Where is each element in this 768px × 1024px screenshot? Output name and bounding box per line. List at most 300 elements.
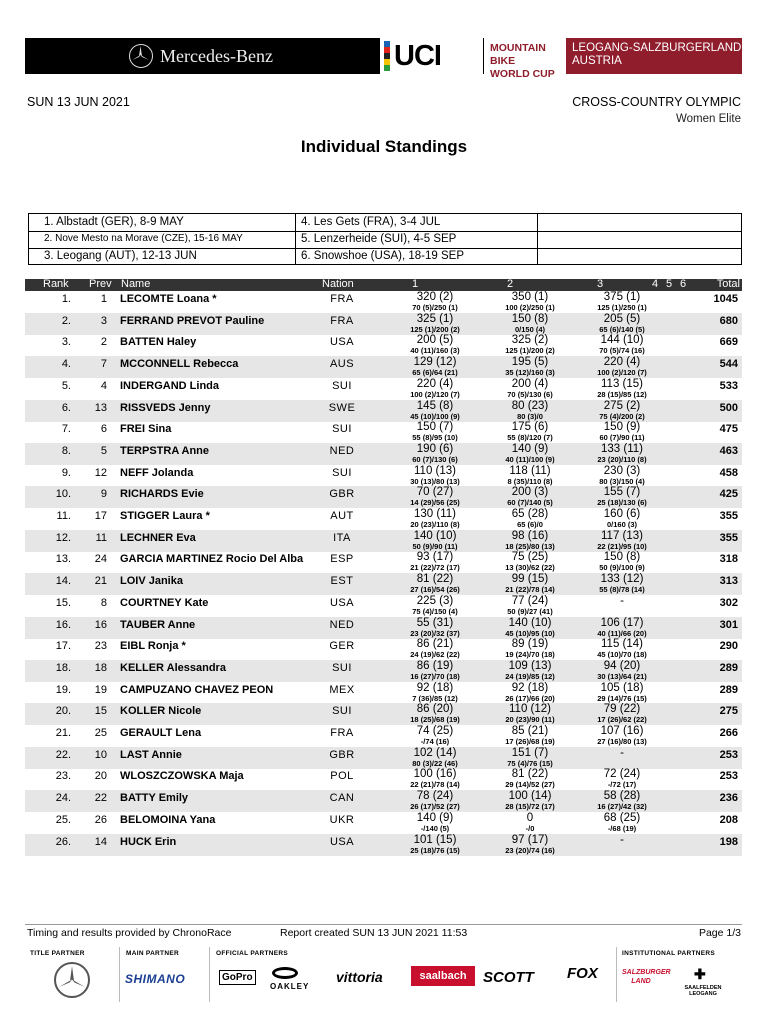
round-2-points: 0: [526, 811, 534, 824]
nation-cell: UKR: [329, 813, 355, 826]
rank-cell: 22.: [55, 748, 71, 761]
round-1-detail: 60 (7)/130 (6): [412, 454, 458, 464]
total-points-cell: 463: [719, 444, 738, 457]
total-points-cell: 425: [719, 488, 738, 501]
round-1-detail: 26 (17)/52 (27): [410, 802, 460, 812]
nation-cell: ITA: [333, 531, 351, 544]
round-3-points: 105 (18): [600, 681, 644, 694]
prev-rank-cell: 13: [94, 401, 107, 414]
round-2-detail: 80 (3)/0: [517, 411, 543, 421]
col-round-1: 1: [412, 278, 419, 290]
round-1-points: 145 (8): [416, 399, 454, 412]
standings-header: [25, 279, 742, 291]
round-1-detail: 16 (27)/70 (18): [410, 671, 460, 681]
round-1-points: 150 (7): [416, 421, 454, 434]
round-2-detail: 21 (22)/78 (14): [505, 585, 555, 595]
table-row: [25, 595, 742, 617]
round-2-points: 100 (14): [508, 790, 552, 803]
round-2-points: 99 (15): [511, 573, 549, 586]
table-row: [25, 682, 742, 704]
round-1-points: 200 (5): [416, 334, 454, 347]
round-3-points: 150 (8): [603, 551, 641, 564]
round-3-detail: 75 (4)/200 (2): [599, 411, 645, 421]
table-row: [25, 421, 742, 443]
total-points-cell: 355: [719, 531, 738, 544]
total-points-cell: 1045: [713, 293, 738, 305]
shimano-logo: SHIMANO: [125, 972, 186, 986]
total-points-cell: 313: [719, 575, 738, 588]
round-1-points: 130 (11): [414, 508, 456, 520]
nation-cell: SUI: [332, 423, 352, 436]
saalfelden-emblem-icon: ✚: [694, 966, 706, 982]
prev-rank-cell: 21: [94, 575, 107, 588]
prev-rank-cell: 17: [94, 510, 107, 522]
venue-line-2: AUSTRIA: [572, 55, 622, 67]
table-row: [25, 443, 742, 465]
round-3-detail: 80 (3)/150 (4): [599, 476, 645, 486]
round-2-points: 81 (22): [511, 768, 549, 781]
rider-name-cell: HUCK Erin: [120, 835, 177, 848]
rider-name-cell: LECHNER Eva: [120, 531, 196, 544]
rank-cell: 14.: [55, 575, 71, 588]
round-1-detail: 40 (11)/160 (3): [410, 346, 460, 356]
round-2: 2. Nove Mesto na Morave (CZE), 15-16 MAY: [44, 233, 243, 244]
nation-cell: POL: [330, 770, 354, 783]
mercedes-star-icon: [129, 44, 153, 68]
category: Women Elite: [676, 113, 741, 125]
rider-name-cell: KOLLER Nicole: [120, 705, 202, 718]
oakley-ellipse-icon: [272, 967, 298, 979]
venue-line-1: LEOGANG-SALZBURGERLAND: [572, 42, 742, 54]
round-2-points: 65 (28): [511, 508, 549, 520]
rank-cell: 26.: [55, 835, 71, 848]
vittoria-logo: vittoria: [336, 969, 383, 985]
total-points-cell: 533: [719, 379, 738, 392]
nation-cell: SUI: [332, 661, 352, 674]
fox-logo: FOX: [567, 965, 598, 982]
nation-cell: USA: [329, 596, 355, 609]
col-round-6: 6: [680, 278, 687, 290]
round-3-points: 205 (5): [603, 312, 641, 325]
rank-cell: 19.: [55, 683, 71, 696]
round-3-detail: 16 (27)/42 (32): [597, 802, 647, 812]
rank-cell: 8.: [61, 444, 71, 457]
table-row: [25, 834, 742, 856]
round-1-detail: 24 (19)/62 (22): [410, 650, 460, 660]
nation-cell: FRA: [330, 293, 354, 305]
round-1-points: 190 (6): [416, 442, 454, 455]
total-points-cell: 475: [719, 423, 738, 436]
prev-rank-cell: 11: [95, 531, 107, 544]
round-1-detail: 80 (3)/22 (46): [412, 758, 458, 768]
prev-rank-cell: 4: [100, 379, 107, 392]
mercedes-benz-logo: Mercedes-Benz: [160, 46, 273, 66]
table-row: [25, 660, 742, 682]
table-row: [25, 703, 742, 725]
uci-logo: [380, 38, 483, 74]
round-1-points: 74 (25): [416, 725, 454, 737]
nation-cell: SUI: [332, 466, 352, 479]
round-3-detail: 29 (14)/76 (15): [597, 693, 647, 703]
round-2-points: 77 (24): [511, 594, 549, 607]
nation-cell: GBR: [329, 488, 355, 501]
round-3-points: 58 (28): [603, 790, 641, 803]
col-round-4: 4: [652, 278, 659, 290]
prev-rank-cell: 6: [100, 423, 107, 436]
total-points-cell: 236: [719, 792, 738, 805]
nation-cell: SWE: [328, 401, 356, 414]
round-2-points: 200 (4): [511, 377, 549, 390]
col-rank: Rank: [43, 278, 69, 290]
round-2-points: 325 (2): [511, 334, 549, 347]
round-2-detail: 45 (10)/95 (10): [505, 628, 555, 638]
total-points-cell: 290: [719, 640, 738, 653]
round-3-points: 107 (16): [600, 725, 644, 737]
round-3-detail: 25 (18)/130 (6): [597, 498, 647, 508]
round-3-detail: 22 (21)/95 (10): [597, 541, 647, 551]
round-3-points: 106 (17): [600, 616, 644, 629]
round-3: 3. Leogang (AUT), 12-13 JUN: [44, 250, 197, 262]
rider-name-cell: LECOMTE Loana *: [120, 293, 217, 305]
round-1-points: 220 (4): [416, 377, 454, 390]
salzburger-land-logo: SALZBURGER LAND: [622, 969, 671, 985]
nation-cell: GBR: [329, 748, 355, 761]
nation-cell: FRA: [330, 727, 354, 739]
table-row: [25, 378, 742, 400]
round-1-detail: 14 (29)/56 (25): [410, 498, 460, 508]
rider-name-cell: COURTNEY Kate: [120, 596, 209, 609]
round-2-detail: 55 (8)/120 (7): [507, 433, 553, 443]
round-3-points: 72 (24): [603, 768, 641, 781]
rider-name-cell: FERRAND PREVOT Pauline: [120, 314, 265, 327]
round-2-detail: 50 (9)/27 (41): [507, 606, 553, 616]
rank-cell: 2.: [61, 314, 71, 327]
round-5: 5. Lenzerheide (SUI), 4-5 SEP: [301, 233, 457, 245]
round-2-detail: 75 (4)/76 (15): [507, 758, 553, 768]
round-3-detail: -/68 (19): [607, 823, 637, 833]
round-2-points: 98 (16): [511, 529, 549, 542]
rider-name-cell: GARCIA MARTINEZ Rocio Del Alba: [120, 553, 304, 566]
round-1-points: 140 (9): [416, 811, 454, 824]
prev-rank-cell: 7: [100, 358, 107, 371]
table-row: [25, 486, 742, 508]
main-partner-label: MAIN PARTNER: [126, 950, 179, 957]
round-3-points: -: [620, 594, 624, 607]
round-1-detail: 70 (5)/250 (1): [412, 303, 458, 312]
timing-credit: Timing and results provided by ChronoRace: [27, 927, 232, 939]
rider-name-cell: LOIV Janika: [120, 575, 183, 588]
round-2-points: 150 (8): [511, 312, 549, 325]
col-round-3: 3: [597, 278, 604, 290]
col-total: Total: [716, 278, 740, 290]
total-points-cell: 253: [719, 748, 738, 761]
oakley-logo: OAKLEY: [270, 982, 310, 991]
uci-logo-text: UCI: [394, 40, 441, 72]
nation-cell: EST: [330, 575, 354, 588]
round-1-detail: 7 (36)/85 (12): [412, 693, 458, 703]
round-2-detail: 19 (24)/70 (18): [505, 650, 555, 660]
prev-rank-cell: 16: [94, 618, 107, 631]
saalfelden-leogang-logo: SAALFELDEN LEOGANG: [684, 985, 722, 997]
round-3-points: 68 (25): [603, 811, 641, 824]
rider-name-cell: BATTEN Haley: [120, 336, 197, 349]
page-number: Page 1/3: [698, 927, 741, 939]
round-2-points: 97 (17): [511, 833, 549, 846]
round-3-detail: 50 (9)/100 (9): [599, 563, 645, 573]
col-round-2: 2: [507, 278, 514, 290]
total-points-cell: 302: [719, 596, 738, 609]
rank-cell: 7.: [61, 423, 71, 436]
round-3-points: 144 (10): [600, 334, 644, 347]
round-2-detail: 29 (14)/52 (27): [505, 780, 555, 790]
rank-cell: 9.: [61, 466, 71, 479]
nation-cell: SUI: [332, 705, 352, 718]
round-1-detail: 25 (18)/76 (15): [410, 845, 460, 855]
round-2-detail: 24 (19)/85 (12): [505, 671, 555, 681]
rank-cell: 12.: [55, 531, 71, 544]
rider-name-cell: MCCONNELL Rebecca: [120, 358, 239, 371]
round-2-points: 85 (21): [511, 725, 549, 737]
round-1-detail: 65 (6)/64 (21): [412, 368, 458, 378]
rider-name-cell: KELLER Alessandra: [120, 661, 226, 674]
prev-rank-cell: 8: [100, 596, 107, 609]
nation-cell: NED: [329, 618, 355, 631]
round-3-points: -: [620, 833, 624, 846]
round-3-points: 113 (15): [601, 377, 643, 390]
round-2-detail: -/0: [525, 823, 535, 833]
scott-logo: SCOTT: [483, 969, 534, 986]
rider-name-cell: INDERGAND Linda: [120, 379, 219, 392]
round-3-points: 133 (11): [601, 442, 643, 455]
prev-rank-cell: 25: [94, 727, 107, 739]
table-row: [25, 530, 742, 552]
round-2-points: 140 (10): [508, 616, 552, 629]
round-2-points: 175 (6): [511, 421, 549, 434]
round-3-detail: 30 (13)/64 (21): [597, 671, 647, 681]
rank-cell: 24.: [55, 792, 71, 805]
prev-rank-cell: 1: [100, 293, 107, 305]
series-line-1: MOUNTAIN BIKE: [490, 42, 546, 67]
rank-cell: 21.: [55, 727, 71, 739]
total-points-cell: 544: [719, 358, 738, 371]
round-1-detail: 125 (1)/200 (2): [410, 324, 460, 334]
series-line-2: WORLD CUP: [490, 68, 555, 80]
total-points-cell: 500: [719, 401, 738, 414]
nation-cell: MEX: [329, 683, 355, 696]
table-row: [25, 313, 742, 335]
round-3-points: -: [620, 746, 624, 759]
prev-rank-cell: 15: [94, 705, 107, 718]
round-2-detail: 125 (1)/200 (2): [505, 346, 555, 356]
total-points-cell: 198: [719, 835, 738, 848]
round-1-points: 81 (22): [416, 573, 454, 586]
rider-name-cell: TERPSTRA Anne: [120, 444, 210, 457]
col-nation: Nation: [322, 278, 354, 290]
rider-name-cell: BATTY Emily: [120, 792, 189, 805]
col-round-5: 5: [666, 278, 673, 290]
col-name: Name: [121, 278, 151, 290]
rider-name-cell: WLOSZCZOWSKA Maja: [120, 770, 244, 783]
round-2-detail: 18 (25)/80 (13): [505, 541, 555, 551]
table-row: [25, 400, 742, 422]
total-points-cell: 355: [719, 510, 738, 522]
round-2-detail: 70 (5)/130 (6): [507, 389, 553, 399]
round-1-detail: 27 (16)/54 (26): [410, 585, 460, 595]
table-row: [25, 812, 742, 834]
round-2-detail: 13 (30)/62 (22): [505, 563, 555, 573]
round-3-points: 230 (3): [603, 464, 641, 477]
round-3-detail: 23 (20)/110 (8): [597, 454, 647, 464]
round-3-detail: 65 (6)/140 (5): [599, 324, 645, 334]
round-1-points: 86 (21): [416, 638, 454, 651]
nation-cell: USA: [329, 835, 355, 848]
round-2-detail: 20 (23)/90 (11): [505, 715, 555, 725]
round-2-points: 110 (12): [509, 703, 551, 716]
round-2-points: 200 (3): [511, 486, 549, 499]
table-row: [25, 291, 742, 313]
round-2-points: 89 (19): [511, 638, 549, 651]
round-3-points: 155 (7): [603, 486, 641, 499]
prev-rank-cell: 10: [94, 748, 107, 761]
round-3-points: 94 (20): [603, 659, 641, 672]
rider-name-cell: RICHARDS Evie: [120, 488, 204, 501]
rank-cell: 6.: [61, 401, 71, 414]
round-3-points: 133 (12): [600, 573, 644, 586]
round-1-points: 93 (17): [416, 551, 454, 564]
venue-banner: [566, 38, 742, 74]
nation-cell: FRA: [330, 314, 354, 327]
rank-cell: 10.: [55, 488, 71, 501]
round-1-detail: 23 (20)/32 (37): [410, 628, 460, 638]
round-1-detail: 45 (10)/100 (9): [410, 411, 460, 421]
prev-rank-cell: 3: [100, 314, 107, 327]
nation-cell: USA: [329, 336, 355, 349]
round-1-detail: 100 (2)/120 (7): [410, 389, 460, 399]
round-3-detail: 55 (8)/78 (14): [599, 585, 645, 595]
total-points-cell: 669: [719, 336, 738, 349]
round-2-detail: 23 (20)/74 (16): [505, 845, 555, 855]
total-points-cell: 318: [719, 553, 738, 566]
round-1-points: 55 (31): [416, 616, 454, 629]
round-3-points: 79 (22): [603, 703, 641, 716]
rank-cell: 13.: [55, 553, 71, 566]
total-points-cell: 458: [719, 466, 738, 479]
round-1-detail: 20 (23)/110 (8): [410, 520, 460, 529]
round-3-points: 275 (2): [603, 399, 641, 412]
round-1-detail: 75 (4)/150 (4): [412, 606, 458, 616]
nation-cell: CAN: [329, 792, 355, 805]
round-1-points: 86 (19): [416, 659, 454, 672]
total-points-cell: 275: [719, 705, 738, 718]
prev-rank-cell: 18: [94, 661, 107, 674]
round-1-points: 110 (13): [414, 464, 456, 477]
uci-rainbow-stripes: [384, 41, 390, 71]
gopro-logo: GoPro: [219, 970, 256, 985]
total-points-cell: 301: [719, 618, 738, 631]
rank-cell: 18.: [55, 661, 71, 674]
round-3-points: 160 (6): [603, 508, 641, 520]
nation-cell: AUS: [329, 358, 355, 371]
round-1-points: 70 (27): [416, 486, 454, 499]
rider-name-cell: STIGGER Laura *: [120, 510, 210, 522]
table-row: [25, 465, 742, 487]
round-6: 6. Snowshoe (USA), 18-19 SEP: [301, 250, 464, 262]
rider-name-cell: CAMPUZANO CHAVEZ PEON: [120, 683, 274, 696]
round-3-detail: 60 (7)/90 (11): [599, 433, 645, 443]
round-3-detail: 27 (16)/80 (13): [597, 737, 647, 746]
nation-cell: GER: [329, 640, 355, 653]
round-2-detail: 17 (26)/68 (19): [505, 737, 555, 746]
round-1-points: 320 (2): [416, 291, 454, 303]
round-2-detail: 65 (6)/0: [517, 520, 543, 529]
table-row: [25, 356, 742, 378]
prev-rank-cell: 23: [94, 640, 107, 653]
rank-cell: 16.: [55, 618, 71, 631]
saalbach-logo: saalbach: [411, 966, 475, 986]
round-2-detail: 8 (35)/110 (8): [507, 476, 553, 486]
total-points-cell: 680: [719, 314, 738, 327]
round-2-detail: 26 (17)/66 (20): [505, 693, 555, 703]
round-1-points: 101 (15): [413, 833, 457, 846]
round-1-detail: -/74 (16): [420, 737, 450, 746]
total-points-cell: 266: [719, 727, 738, 739]
rank-cell: 11.: [56, 510, 71, 522]
round-3-points: 375 (1): [603, 291, 641, 303]
round-1-points: 102 (14): [413, 746, 457, 759]
round-3-detail: 0/160 (3): [606, 520, 638, 529]
round-3-points: 150 (9): [603, 421, 641, 434]
prev-rank-cell: 2: [100, 336, 107, 349]
round-1-detail: 30 (13)/80 (13): [410, 476, 460, 486]
round-3-detail: 125 (1)/250 (1): [597, 303, 647, 312]
total-points-cell: 208: [719, 813, 738, 826]
rider-name-cell: LAST Annie: [120, 748, 182, 761]
round-1-points: 100 (16): [413, 768, 457, 781]
nation-cell: NED: [329, 444, 355, 457]
footer-divider: [25, 924, 742, 925]
mercedes-star-icon: [54, 962, 90, 998]
institutional-partners-label: INSTITUTIONAL PARTNERS: [622, 950, 716, 957]
table-row: [25, 638, 742, 660]
round-1-detail: 18 (25)/68 (19): [410, 715, 460, 725]
col-prev: Prev: [89, 278, 112, 290]
rank-cell: 25.: [55, 813, 71, 826]
round-1-points: 78 (24): [416, 790, 454, 803]
prev-rank-cell: 20: [94, 770, 107, 783]
table-row: [25, 790, 742, 812]
round-2-points: 350 (1): [511, 291, 549, 303]
rank-cell: 4.: [61, 358, 71, 371]
rider-name-cell: RISSVEDS Jenny: [120, 401, 211, 414]
round-3-points: 220 (4): [603, 356, 641, 369]
page-title: Individual Standings: [300, 137, 468, 156]
prev-rank-cell: 9: [100, 488, 107, 501]
rider-name-cell: GERAULT Lena: [120, 727, 202, 739]
nation-cell: SUI: [332, 379, 352, 392]
round-1-points: 92 (18): [416, 681, 454, 694]
round-2-points: 118 (11): [509, 464, 551, 477]
table-row: [25, 747, 742, 769]
rider-name-cell: NEFF Jolanda: [120, 466, 194, 479]
round-3-detail: 45 (10)/70 (18): [597, 650, 647, 660]
rank-cell: 5.: [61, 379, 71, 392]
rank-cell: 3.: [61, 336, 71, 349]
prev-rank-cell: 26: [94, 813, 107, 826]
round-3-detail: 28 (15)/85 (12): [597, 389, 647, 399]
prev-rank-cell: 5: [100, 444, 107, 457]
round-2-points: 75 (25): [511, 551, 549, 564]
round-2-points: 109 (13): [508, 659, 552, 672]
